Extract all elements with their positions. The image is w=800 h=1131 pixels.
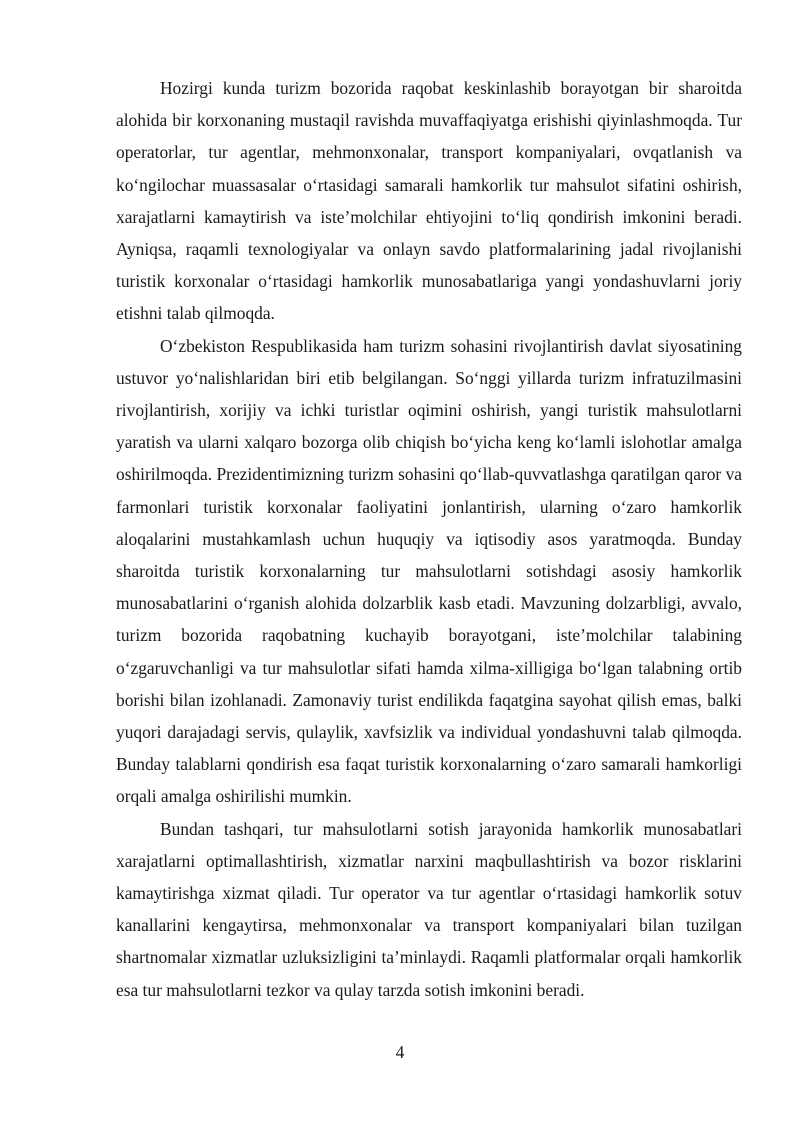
- body-text: [116, 72, 742, 1006]
- paragraph-additionally: Bundan tashqari, tur mahsulotlarni sotish jarayonida hamkorlik munosabatlari xarajatlarni optimallashtirish, xizmatlar narxini maqbullashtirish va bozor risklarini kamaytirishga xizmat qiladi. Tur operator va tur agentlar oʻrtasidagi hamkorlik sotuv kanallarini kengaytirsa, mehmonxonalar va transport kompaniyalari bilan tuzilgan shartnomalar xizmatlar uzluksizligini taʼminlaydi. Raqamli platformalar orqali hamkorlik esa tur mahsulotlarni tezkor va qulay tarzda sotish imkonini beradi.: [116, 818, 742, 1000]
- paragraph-uzbekistan: Oʻzbekiston Respublikasida ham turizm sohasini rivojlantirish davlat siyosatining ustuvor yoʻnalishlaridan biri etib belgilangan. Soʻnggi yillarda turizm infratuzilmasini rivojlantirish, xorijiy va ichki turistlar oqimini oshirish, yangi turistik mahsulotlarni yaratish va ularni xalqaro bozorga olib chiqish boʻyicha keng koʻlamli islohotlar amalga oshirilmoqda. Prezidentimizning turizm sohasini qoʻllab-quvvatlashga qaratilgan qaror va farmonlari turistik korxonalar faoliyatini jonlantirish, ularning oʻzaro hamkorlik aloqalarini mustahkamlash uchun huquqiy va iqtisodiy asos yaratmoqda. Bunday sharoitda turistik korxonalarning tur mahsulotlarni sotishdagi asosiy hamkorlik munosabatlarini oʻrganish alohida dolzarblik kasb etadi. Mavzuning dolzarbligi, avvalo, turizm bozorida raqobatning kuchayib borayotgani, isteʼmolchilar talabining oʻzgaruvchanligi va tur mahsulotlar sifati hamda xilma-xilligiga boʻlgan talabning ortib borishi bilan izohlanadi. Zamonaviy turist endilikda faqatgina sayohat qilish emas, balki yuqori darajadagi servis, qulaylik, xavfsizlik va individual yondashuvni talab qilmoqda. Bunday talablarni qondirish esa faqat turistik korxonalarning oʻzaro samarali hamkorligi orqali amalga oshirilishi mumkin.: [116, 335, 742, 807]
- paragraph-intro: Hozirgi kunda turizm bozorida raqobat keskinlashib borayotgan bir sharoitda alohida bir korxonaning mustaqil ravishda muvaffaqiyatga erishishi qiyinlashmoqda. Tur operatorlar, tur agentlar, mehmonxonalar, transport kompaniyalari, ovqatlanish va koʻngilochar muassasalar oʻrtasidagi samarali hamkorlik tur mahsulot sifatini oshirish, xarajatlarni kamaytirish va isteʼmolchilar ehtiyojini toʻliq qondirish imkonini beradi. Ayniqsa, raqamli texnologiyalar va onlayn savdo platformalarining jadal rivojlanishi turistik korxonalar oʻrtasidagi hamkorlik munosabatlariga yangi yondashuvlarni joriy etishni talab qilmoqda.: [116, 78, 742, 324]
- page-number: 4: [395, 1042, 405, 1062]
